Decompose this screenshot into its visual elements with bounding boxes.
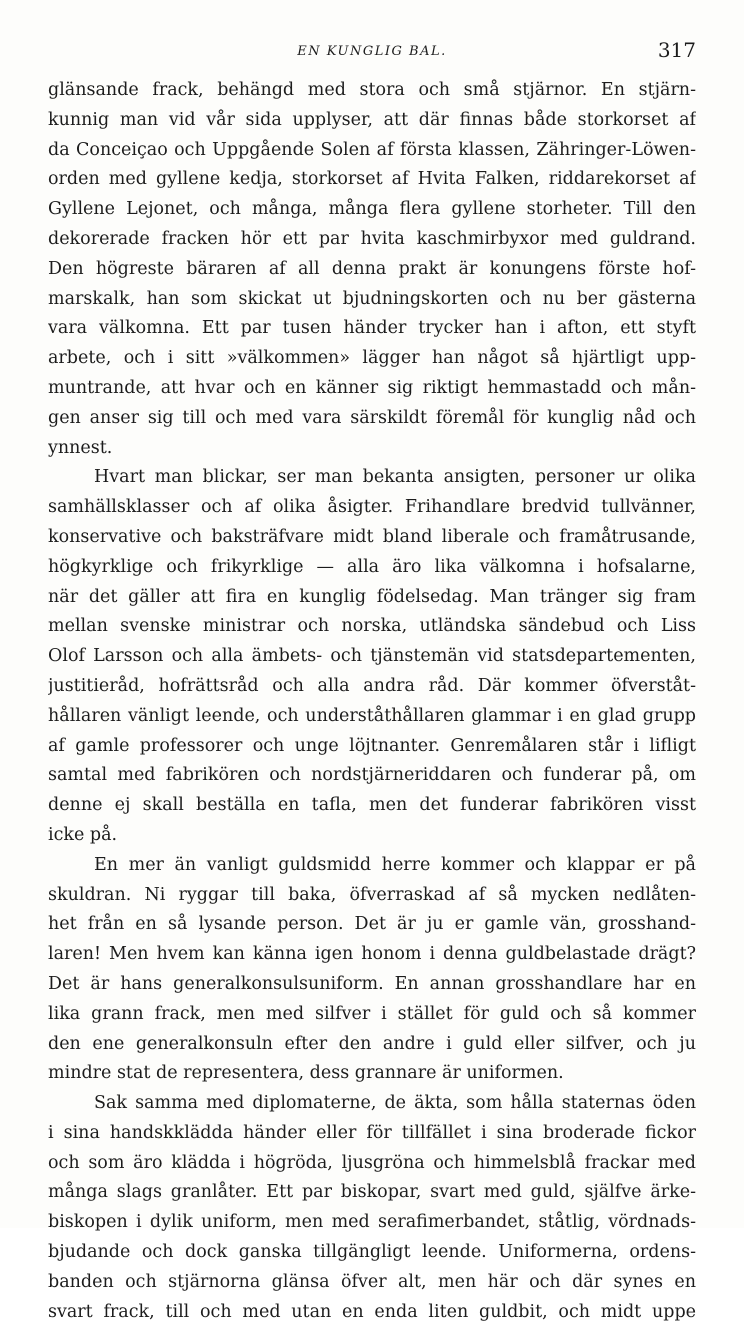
text-line: samtal med fabrikören och nordstjärneriddaren och funderar på, om [48,765,696,786]
text-line: biskopen i dylik uniform, men med serafimerbandet, ståtlig, vördnads- [48,1212,696,1233]
text-line: dekorerade fracken hör ett par hvita kaschmirbyxor med guldrand. [48,228,696,249]
text-line: ynnest. [48,437,113,458]
text-line: vara välkomna. Ett par tusen händer trycker han i afton, ett styft [48,318,696,339]
text-line: marskalk, han som skickat ut bjudningskorten och nu ber gästerna [48,288,696,309]
page-header [48,36,696,66]
text-line: mellan svenske ministrar och norska, utländska sändebud och Liss [48,616,696,637]
text-line: gen anser sig till och med vara särskildt föremål för kunglig nåd och [48,407,696,428]
text-line: arbete, och i sitt »välkommen» lägger han något så hjärtligt upp- [48,348,696,369]
text-line: Den högreste bäraren af all denna prakt är konungens förste hof- [48,258,696,279]
text-line: konservative och baksträfvare midt bland liberale och framåtrusande, [48,526,696,547]
running-title: EN KUNGLIG BAL. [297,44,447,59]
text-line: den ene generalkonsuln efter den andre i guld eller silfver, och ju [48,1033,696,1054]
text-line: icke på. [48,824,118,845]
text-line: högkyrklige och frikyrklige — alla äro lika välkomna i hofsalarne, [48,556,696,577]
paragraph [48,1089,696,1327]
text-line: denne ej skall beställa en tafla, men det funderar fabrikören visst [48,795,696,816]
text-line: banden och stjärnorna glänsa öfver alt, men här och där synes en [48,1271,696,1292]
text-line: många slags granlåter. Ett par biskopar, svart med guld, själfve ärke- [48,1182,696,1203]
text-line: samhällsklasser och af olika åsigter. Frihandlare bredvid tullvänner, [48,497,696,518]
text-line: het från en så lysande person. Det är ju er gamle vän, grosshand- [48,914,696,935]
text-line: lika grann frack, men med silfver i stället för guld och så kommer [48,1003,696,1024]
text-line: Det är hans generalkonsulsuniform. En annan grosshandlare har en [48,973,696,994]
text-line: Olof Larsson och alla ämbets- och tjänstemän vid statsdepartementen, [48,646,696,667]
text-line: glänsande frack, behängd med stora och små stjärnor. En stjärn- [48,80,696,100]
text-line: En mer än vanligt guldsmidd herre kommer och klappar er på [94,854,696,875]
text-line: hållaren vänligt leende, och underståthållaren glammar i en glad grupp [48,705,696,726]
text-line: laren! Men hvem kan känna igen honom i denna guldbelastade drägt? [48,944,696,965]
paragraph [48,76,696,463]
text-line: da Conceiçao och Uppgående Solen af första klassen, Zähringer-Löwen- [48,139,696,160]
text-line: Gyllene Lejonet, och många, många flera gyllene storheter. Till den [48,199,696,220]
text-line: i sina handskklädda händer eller för tillfället i sina broderade fickor [48,1122,696,1143]
text-line: mindre stat de representera, dess grannare är uniformen. [48,1063,564,1084]
text-line: orden med gyllene kedja, storkorset af Hvita Falken, riddarekorset af [48,169,696,190]
text-line: kunnig man vid vår sida upplyser, att där finnas både storkorset af [48,109,696,130]
paragraph [48,851,696,1089]
page-number: 317 [657,38,696,62]
text-line: skuldran. Ni ryggar till baka, öfverraskad af så mycken nedlåten- [48,884,696,905]
text-line: Hvart man blickar, ser man bekanta ansigten, personer ur olika [94,467,696,488]
text-line: justitieråd, hofrättsråd och alla andra råd. Där kommer öfverståt- [48,675,696,696]
text-line: Sak samma med diplomaterne, de äkta, som hålla staternas öden [94,1093,696,1114]
body-text [48,76,696,1327]
text-line: muntrande, att hvar och en känner sig riktigt hemmastadd och mån- [48,377,696,398]
paragraph [48,463,696,850]
text-line: när det gäller att fira en kunglig födelsedag. Man tränger sig fram [48,586,696,607]
text-line: af gamle professorer och unge löjtnanter. Genremålaren står i lifligt [48,735,696,756]
text-line: bjudande och dock ganska tillgängligt leende. Uniformerna, ordens- [48,1242,696,1263]
text-line: och som äro klädda i högröda, ljusgröna och himmelsblå frackar med [48,1152,696,1173]
text-line: svart frack, till och med utan en enda liten guldbit, och midt uppe [48,1301,696,1322]
